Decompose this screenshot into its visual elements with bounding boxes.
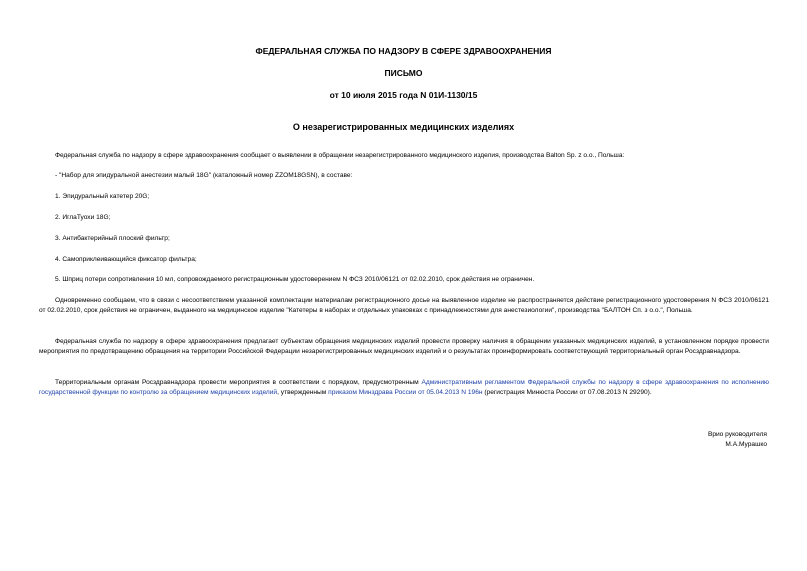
set-description: - "Набор для эпидуральной анестезии малый 18G" (каталожный номер ZZOM18GSN), в составе:	[55, 172, 353, 179]
list-item: 4. Самоприклеивающийся фиксатор фильтра;	[55, 256, 197, 263]
signatory-name: М.А.Мурашко	[725, 441, 767, 448]
proposal-paragraph: Федеральная служба по надзору в сфере здравоохранения предлагает субъектам обращения медицинских изделий провести проверку наличия в обращении указанных медицинских изделий, в установленном порядке провести мероприятия по предотвращению обращения на территории Российской Федерации незарегистрированных медицинских изделий и о результатах проинформировать соответствующий территориальный орган Росздравнадзора.	[39, 338, 769, 356]
territorial-text-middle: , утвержденным	[277, 389, 329, 397]
territorial-paragraph	[39, 378, 769, 399]
territorial-text-start: Территориальным органам Росздравнадзора провести мероприятия в соответствии с порядком, предусмотренным	[55, 379, 422, 386]
order-link[interactable]: приказом Минздрава России от 05.04.2013 N 196н	[328, 389, 483, 397]
agency-title: ФЕДЕРАЛЬНАЯ СЛУЖБА ПО НАДЗОРУ В СФЕРЕ ЗДРАВООХРАНЕНИЯ	[255, 46, 552, 56]
intro-paragraph: Федеральная служба по надзору в сфере здравоохранения сообщает о выявлении в обращении незарегистрированного медицинского изделия, производства Balton Sp. z o.o., Польша:	[55, 152, 625, 159]
document-type: ПИСЬМО	[384, 68, 423, 78]
list-item: 2. ИглаТуохи 18G;	[55, 214, 111, 221]
regulation-link[interactable]: Административным регламентом Федеральной службы по надзору в сфере здравоохранения по исполнению государственной функции по контролю за обращением медицинских изделий	[39, 379, 769, 397]
signatory-position: Врио руководителя	[707, 431, 767, 438]
list-item: 1. Эпидуральный катетер 20G;	[55, 193, 150, 200]
list-item: 3. Антибактерийный плоский фильтр;	[55, 235, 170, 242]
registration-paragraph: Одновременно сообщаем, что в связи с несоответствием указанной комплектации материалам регистрационного досье на выявленное изделие не распространяется действие регистрационного удостоверения N ФСЗ 2010/06121 от 02.02.2010, срок действия не ограничен, выданного на медицинское изделие "Катетеры в наборах и отдельных упаковках с принадлежностями для анестезиологии", производства "БАЛТОН Сп. з о.о.", Польша.	[39, 297, 769, 315]
territorial-text-end: (регистрация Минюста России от 07.08.2013 N 29290).	[482, 389, 652, 397]
document-date-number: от 10 июля 2015 года N 01И-1130/15	[329, 90, 478, 100]
list-item: 5. Шприц потери сопротивления 10 мл, сопровождаемого регистрационным удостоверением N ФСЗ 2010/06121 от 02.02.2010, срок действия не ограничен.	[55, 276, 535, 283]
document-subject: О незарегистрированных медицинских изделиях	[292, 122, 515, 132]
